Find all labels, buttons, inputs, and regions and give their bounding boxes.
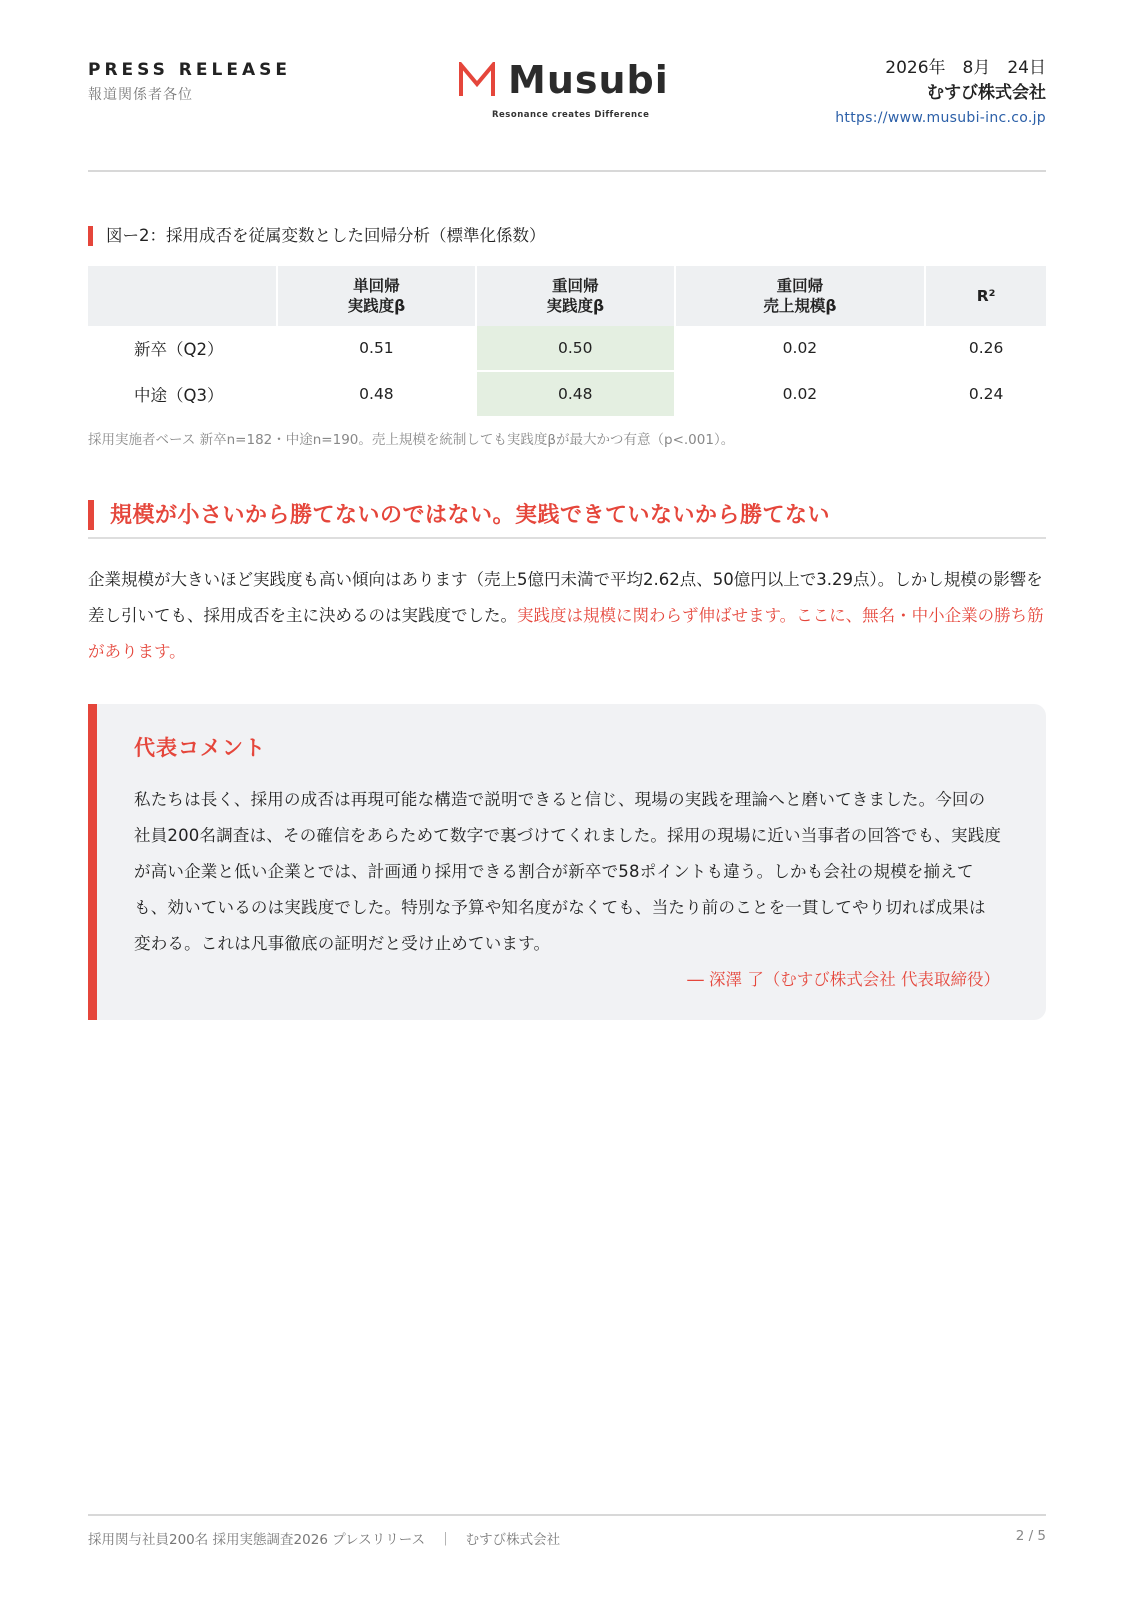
section-heading: 規模が小さいから勝てないのではない。実践できていないから勝てない <box>110 503 831 528</box>
press-release-label: PRESS RELEASE <box>88 60 291 80</box>
page-number: 2 / 5 <box>1015 1528 1046 1544</box>
table-header-cell: 単回帰 実践度β <box>276 266 475 326</box>
footer-title: 採用関与社員200名 採用実態調査2026 プレスリリース ｜ むすび株式会社 <box>88 1532 561 1548</box>
body-text: 企業規模が大きいほど実践度も高い傾向はあります（売上5億円未満で平均2.62点、50億円以上で3.29点）。しかし規模の影響を差し引いても、採用成否を主に決めるのは実践度でした。 <box>88 570 1043 625</box>
body-highlight: 実践度は規模に関わらず伸ばせます。ここに、無名・中小企業の勝ち筋があります。 <box>88 606 1044 661</box>
section-heading-accent <box>88 500 94 530</box>
table-cell: 0.48 <box>276 372 475 416</box>
figure-title-accent <box>88 226 93 246</box>
table-cell: 0.51 <box>276 326 475 372</box>
company-logo <box>458 58 688 122</box>
comment-accent-bar <box>88 704 97 1020</box>
company-name: むすび株式会社 <box>927 83 1046 103</box>
header-divider <box>88 170 1046 172</box>
table-header-cell: 重回帰 実践度β <box>475 266 674 326</box>
logo-wordmark: Musubi <box>508 58 669 102</box>
row-label: 新卒（Q2） <box>88 326 276 372</box>
table-row <box>88 326 1046 372</box>
table-cell: 0.02 <box>674 372 925 416</box>
table-cell: 0.26 <box>924 326 1046 372</box>
musubi-m-icon <box>458 62 496 98</box>
table-row <box>88 372 1046 416</box>
release-date: 2026年 8月 24日 <box>885 58 1046 78</box>
table-header-row <box>88 266 1046 326</box>
section-body <box>88 562 1048 670</box>
comment-signature: ― 深澤 了（むすび株式会社 代表取締役） <box>687 970 1000 989</box>
regression-table <box>88 266 1046 416</box>
section-divider <box>88 537 1046 539</box>
company-url-link[interactable]: https://www.musubi-inc.co.jp <box>835 110 1046 126</box>
header-info <box>835 56 1046 130</box>
table-header-cell: 重回帰 売上規模β <box>674 266 925 326</box>
figure-title: 図ー2：採用成否を従属変数とした回帰分析（標準化係数） <box>106 226 546 245</box>
comment-title: 代表コメント <box>134 736 266 760</box>
table-cell: 0.24 <box>924 372 1046 416</box>
press-recipients: 報道関係者各位 <box>88 87 193 103</box>
table-cell-highlight: 0.48 <box>475 372 674 416</box>
table-header-empty <box>88 266 276 326</box>
row-label: 中途（Q3） <box>134 386 224 405</box>
table-note: 採用実施者ベース 新卒n=182・中途n=190。売上規模を統制しても実践度βが最大かつ有意（p<.001）。 <box>88 432 735 448</box>
table-header-cell: R² <box>924 266 1046 326</box>
table-cell-highlight: 0.50 <box>475 326 674 372</box>
footer-divider <box>88 1514 1046 1516</box>
comment-text: 私たちは長く、採用の成否は再現可能な構造で説明できると信じ、現場の実践を理論へと磨いてきました。今回の社員200名調査は、その確信をあらためて数字で裏づけてくれました。採用の現場に近い当事者の回答でも、実践度が高い企業と低い企業とでは、計画通り採用できる割合が新卒で58ポイントも違う。しかも会社の規模を揃えても、効いているのは実践度でした。特別な予算や知名度がなくても、当たり前のことを一貫してやり切れば成果は変わる。これは凡事徹底の証明だと受け止めています。 <box>134 790 1002 953</box>
logo-tagline: Resonance creates Difference <box>492 110 650 120</box>
table-cell: 0.02 <box>674 326 925 372</box>
